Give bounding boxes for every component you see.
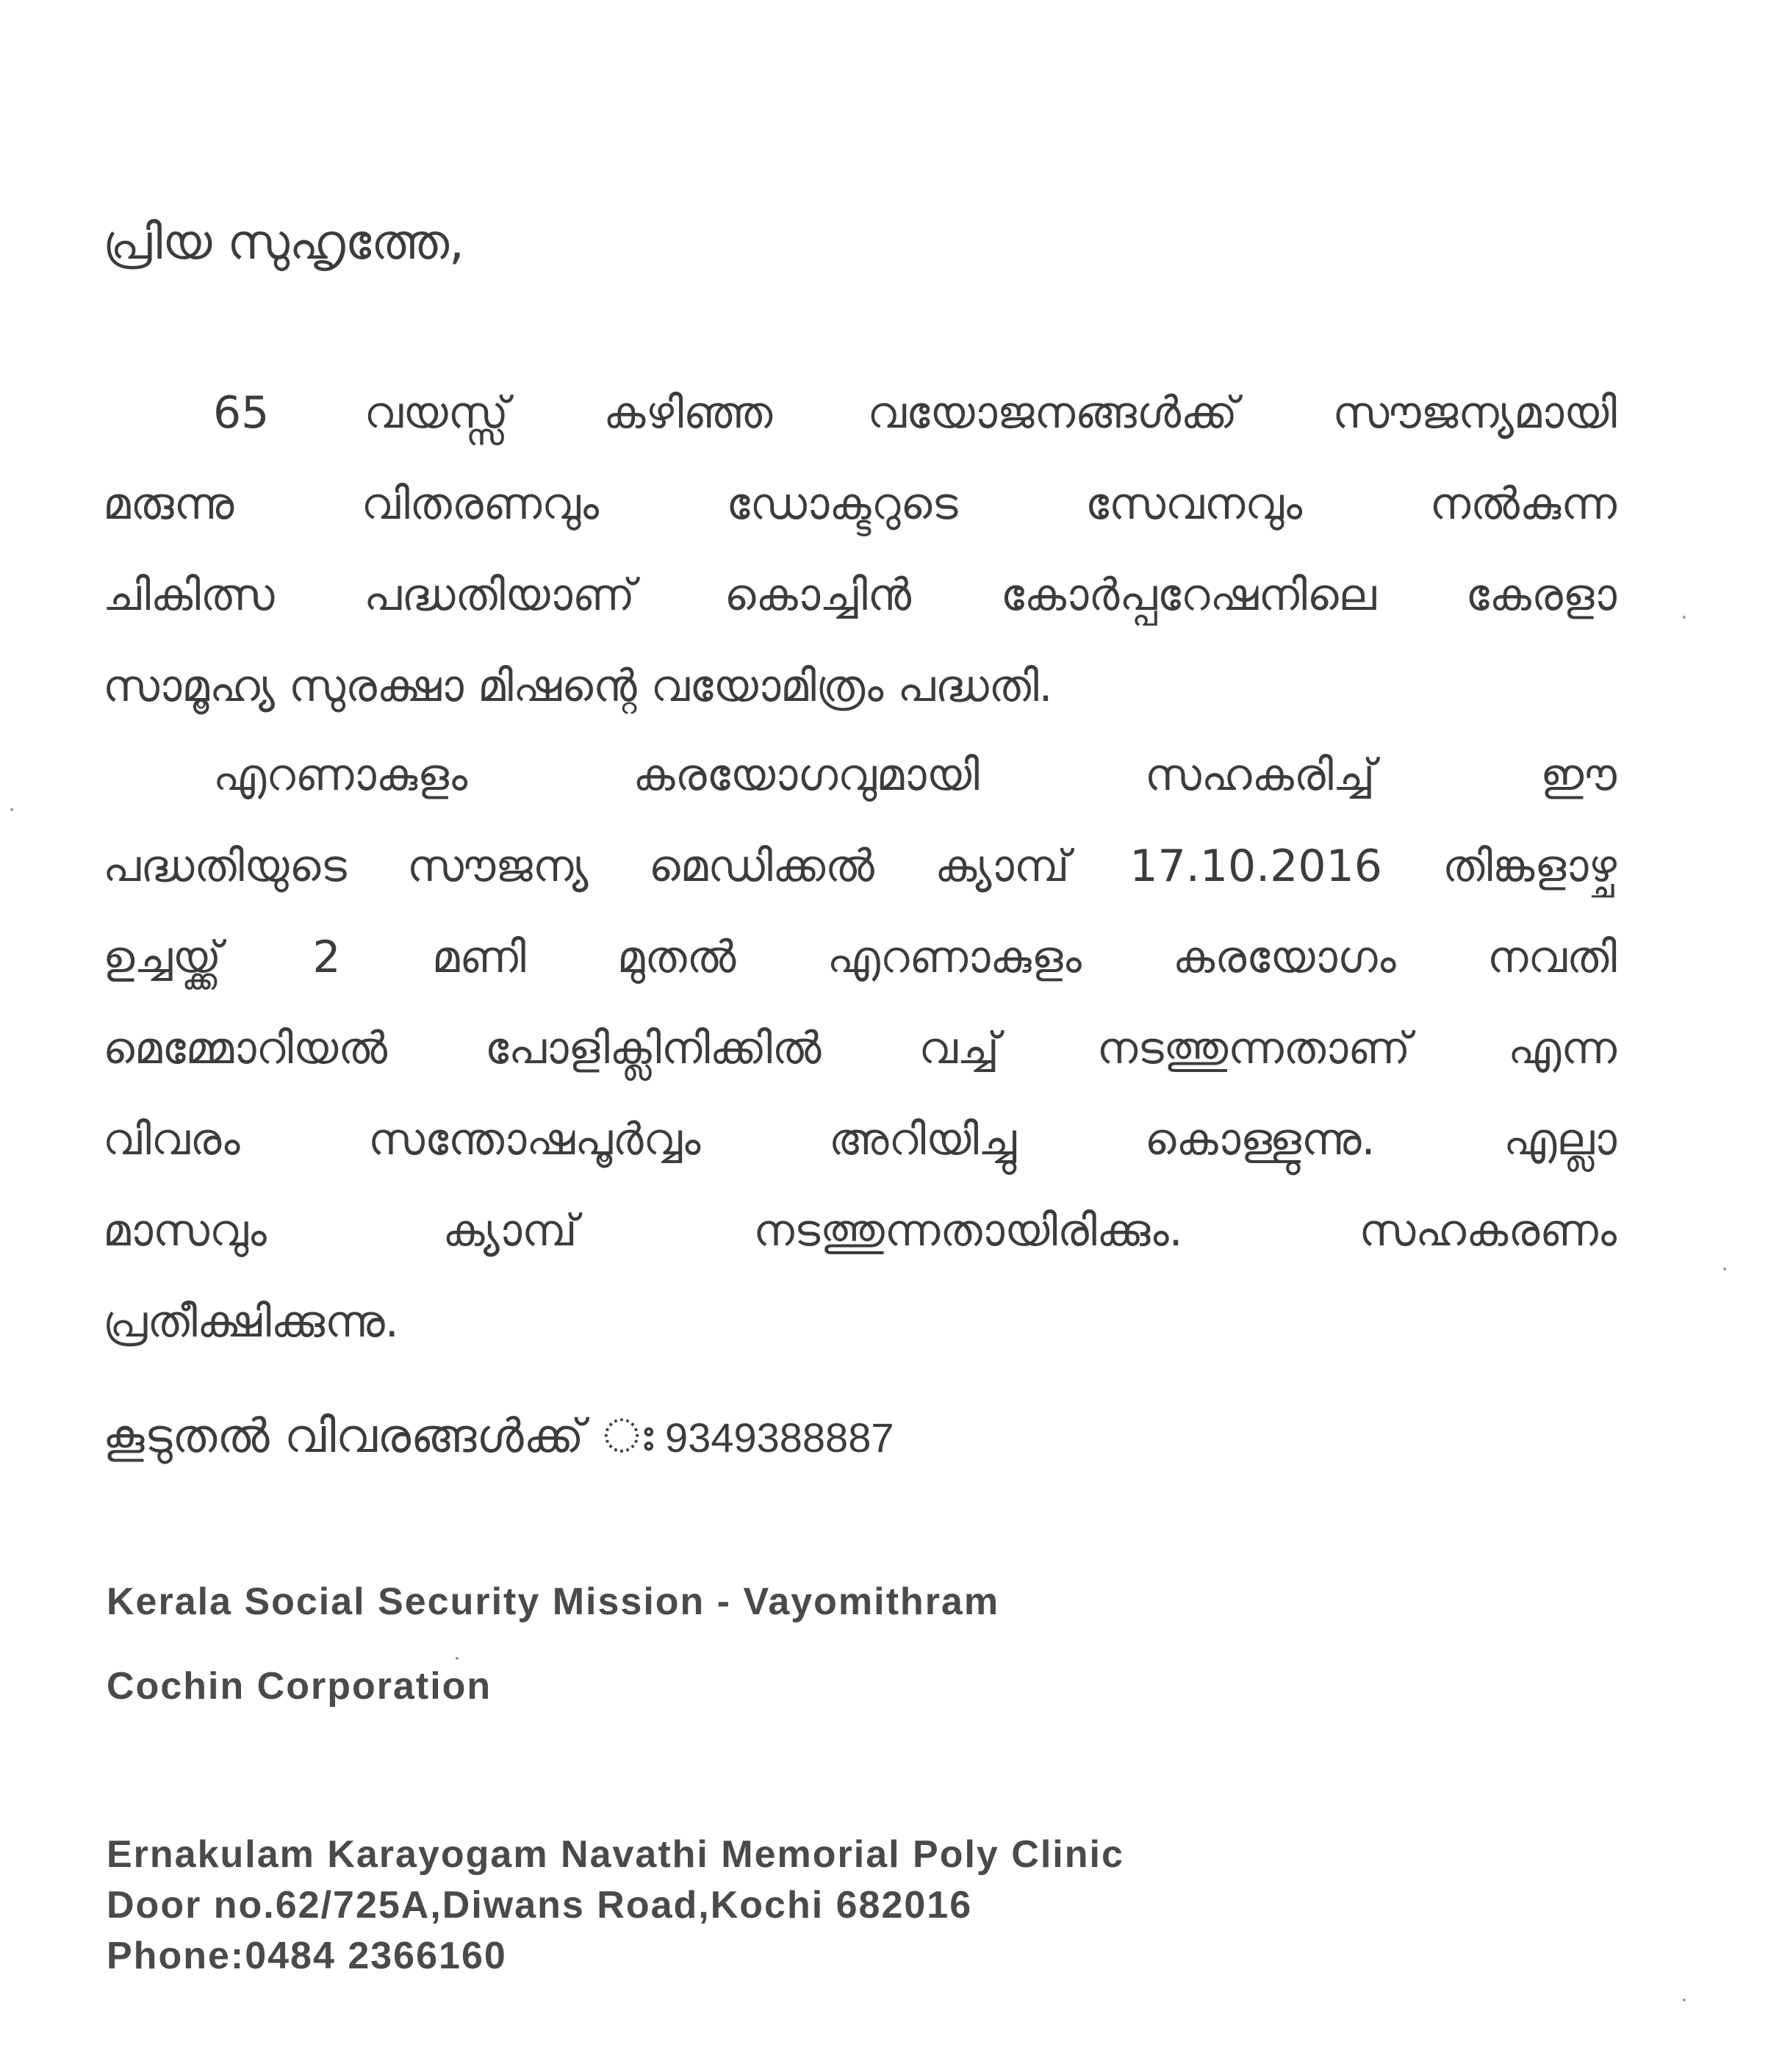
scan-speck [456, 1657, 459, 1660]
paragraph-1 [103, 367, 1617, 732]
paragraph-2-line: പദ്ധതിയുടെ സൗജന്യ മെഡിക്കൽ ക്യാമ്പ് 17.10.2016 തിങ്കളാഴ്ച [103, 841, 1617, 892]
paragraph-2-line: ഉച്ചയ്ക്ക് 2 മണി മുതൽ എറണാകുളം കരയോഗം നവതി [103, 932, 1617, 983]
paragraph-2-line: പ്രതീക്ഷിക്കുന്നു. [103, 1296, 399, 1348]
contact-label: കൂടുതൽ വിവരങ്ങൾക്ക് ഃ [103, 1409, 654, 1464]
organization-name: Kerala Social Security Mission - Vayomithram [107, 1580, 1000, 1623]
paragraph-1-line: ചികിത്സ പദ്ധതിയാണ് കൊച്ചിൻ കോർപ്പറേഷനിലെ കേരളാ [103, 569, 1617, 621]
clinic-phone: Phone:0484 2366160 [107, 1935, 507, 1977]
organization-unit: Cochin Corporation [107, 1665, 492, 1708]
scan-speck [1683, 1999, 1686, 2001]
paragraph-1-line: മരുന്നു വിതരണവും ഡോക്ടറുടെ സേവനവും നൽകുന്ന [103, 478, 1617, 530]
paragraph-2-line: മാസവും ക്യാമ്പ് നടത്തുന്നതായിരിക്കും. സഹകരണം [103, 1205, 1617, 1256]
paragraph-2-line: വിവരം സന്തോഷപൂർവ്വം അറിയിച്ചു കൊള്ളുന്നു. എല്ലാ [103, 1114, 1617, 1165]
scan-speck [10, 808, 13, 811]
paragraph-2-line: മെമ്മോറിയൽ പോളിക്ലിനിക്കിൽ വച്ച് നടത്തുന്നതാണ് എന്ന [103, 1023, 1617, 1074]
scan-speck [1723, 1267, 1726, 1270]
clinic-name: Ernakulam Karayogam Navathi Memorial Poly Clinic [107, 1833, 1124, 1876]
contact-info [103, 1400, 894, 1475]
paragraph-1-line: 65 വയസ്സ് കഴിഞ്ഞ വയോജനങ്ങൾക്ക് സൗജന്യമായി [213, 387, 1617, 439]
paragraph-2 [103, 730, 1617, 1367]
clinic-address: Door no.62/725A,Diwans Road,Kochi 682016 [107, 1884, 973, 1927]
paragraph-1-line: സാമൂഹ്യ സുരക്ഷാ മിഷന്റെ വയോമിത്രം പദ്ധതി. [103, 661, 1053, 712]
contact-phone: 9349388887 [665, 1414, 894, 1461]
clinic-address-block [107, 1830, 1124, 1982]
salutation: പ്രിയ സുഹൃത്തേ, [103, 214, 465, 270]
paragraph-2-line: എറണാകുളം കരയോഗവുമായി സഹകരിച്ച് ഈ [213, 749, 1617, 801]
scan-speck [1683, 616, 1686, 619]
